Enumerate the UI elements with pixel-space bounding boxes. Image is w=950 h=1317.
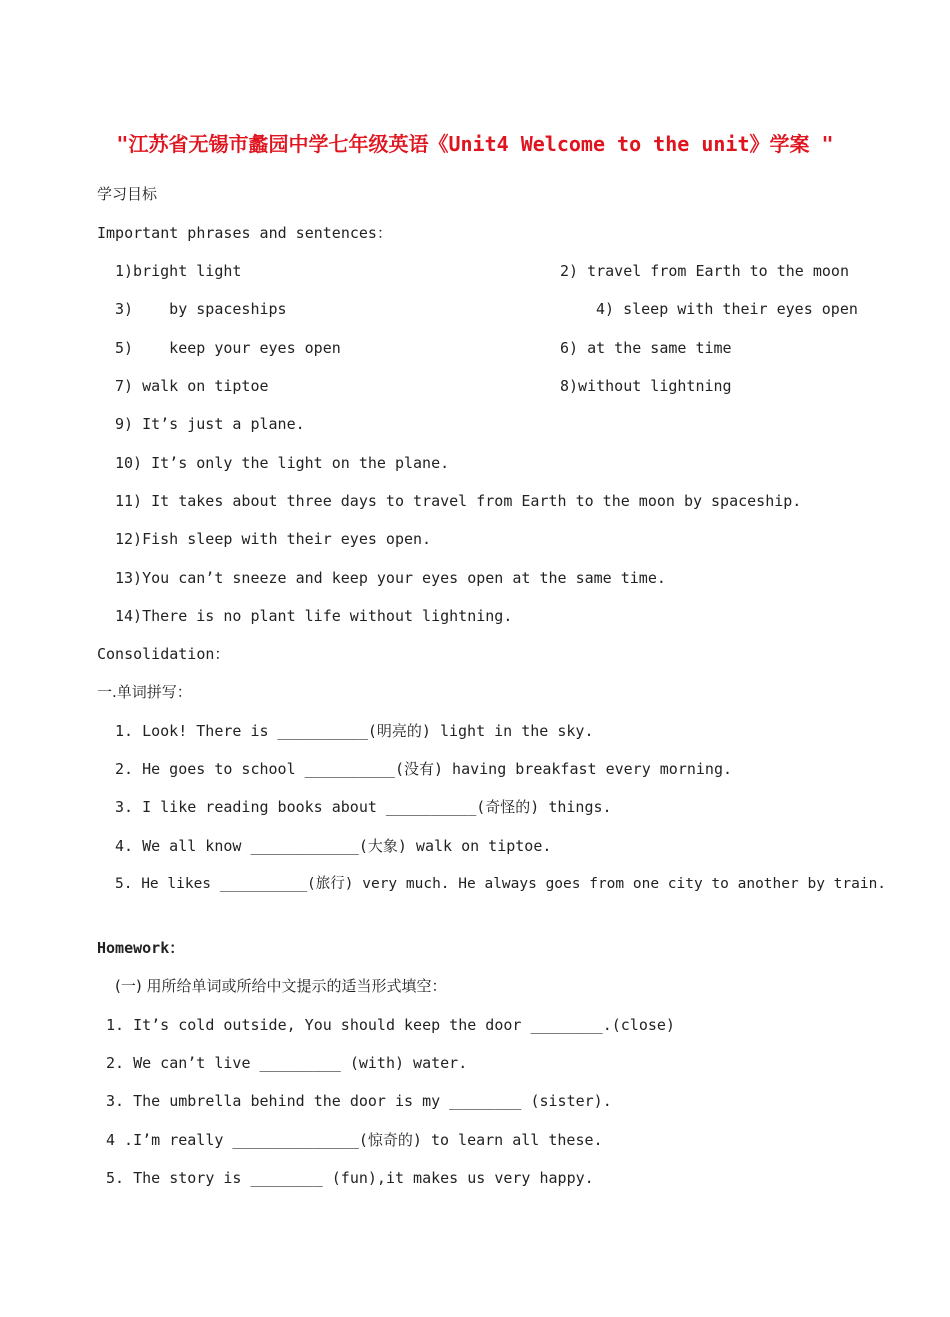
phrase-1: 1)bright light [115,262,242,280]
homework-item-1: 1. It’s cold outside, You should keep the door ________.(close) [106,1016,675,1034]
document-title: "江苏省无锡市蠡园中学七年级英语《Unit4 Welcome to the unit》学案 " [116,132,834,156]
sentence-11: 11) It takes about three days to travel from Earth to the moon by spaceship. [115,492,802,510]
phrase-6: 6) at the same time [560,339,732,357]
phrase-8: 8)without lightning [560,377,732,395]
homework-item-2: 2. We can’t live _________ (with) water. [106,1054,468,1072]
phrases-heading: Important phrases and sentences： [97,224,392,242]
phrase-3: 3) by spaceships [115,300,287,318]
goals-heading: 学习目标 [97,185,158,203]
homework-item-5: 5. The story is ________ (fun),it makes us very happy. [106,1169,594,1187]
homework-instruction: (一) 用所给单词或所给中文提示的适当形式填空： [115,977,447,995]
sentence-12: 12)Fish sleep with their eyes open. [115,530,432,548]
sentence-14: 14)There is no plant life without lightning. [115,607,513,625]
spelling-item-1: 1. Look! There is __________(明亮的) light in the sky. [115,722,594,740]
sentence-13: 13)You can’t sneeze and keep your eyes open at the same time. [115,569,666,587]
phrase-7: 7) walk on tiptoe [115,377,269,395]
sentence-9: 9) It’s just a plane. [115,415,305,433]
phrase-5: 5) keep your eyes open [115,339,341,357]
spelling-item-3: 3. I like reading books about __________(奇怪的) things. [115,798,612,816]
homework-item-4: 4 .I’m really ______________(惊奇的) to learn all these. [106,1131,603,1149]
spelling-item-2: 2. He goes to school __________(没有) having breakfast every morning. [115,760,732,778]
phrase-2: 2) travel from Earth to the moon [560,262,849,280]
spelling-heading: 一.单词拼写： [97,683,192,701]
spelling-item-4: 4. We all know ____________(大象) walk on tiptoe. [115,837,552,855]
homework-heading: Homework： [97,939,185,957]
spelling-item-5: 5. He likes __________(旅行) very much. He always goes from one city to another by train. [115,876,887,892]
sentence-10: 10) It’s only the light on the plane. [115,454,450,472]
consolidation-heading: Consolidation： [97,645,230,663]
homework-item-3: 3. The umbrella behind the door is my ________ (sister). [106,1092,612,1110]
phrase-4: 4) sleep with their eyes open [596,300,858,318]
